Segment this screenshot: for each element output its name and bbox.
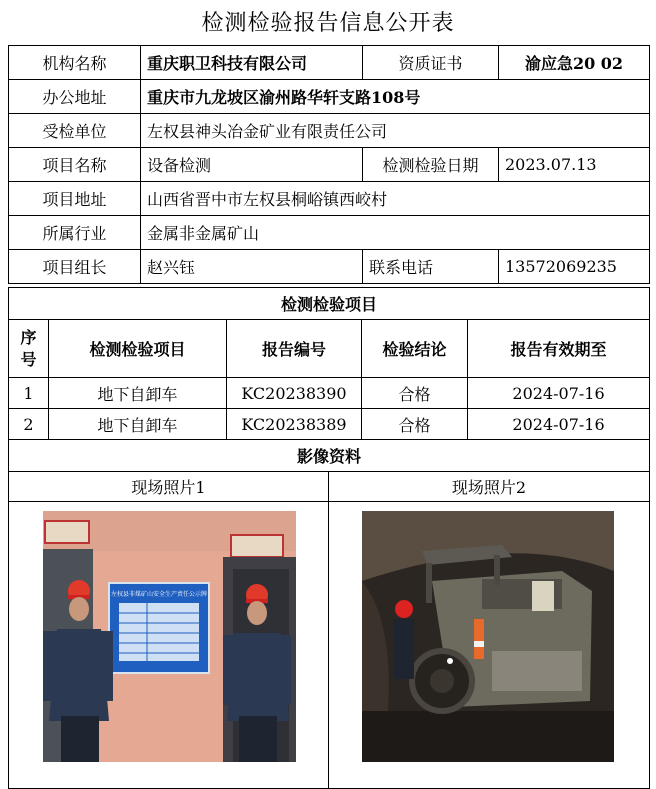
row-report: KC20238389	[227, 409, 362, 440]
photo1-label: 现场照片1	[9, 472, 329, 502]
date-label: 检测检验日期	[363, 148, 499, 182]
row-item: 地下自卸车	[49, 378, 227, 409]
info-table	[8, 45, 650, 284]
photo-1	[43, 511, 296, 762]
phone-value: 13572069235	[499, 250, 650, 284]
page-title: 检测检验报告信息公开表	[201, 11, 455, 36]
photo-2-scene	[362, 511, 614, 762]
col-result-header: 检验结论	[362, 320, 468, 378]
row-valid: 2024-07-16	[468, 378, 650, 409]
col-no-header: 序号	[9, 320, 49, 378]
door-sign-right	[231, 535, 283, 557]
col-report-header: 报告编号	[227, 320, 362, 378]
worker-left	[49, 629, 109, 721]
org-label: 机构名称	[9, 46, 141, 80]
site-label: 项目地址	[9, 182, 141, 216]
tunnel-floor	[362, 711, 614, 762]
leader-value: 赵兴钰	[141, 250, 363, 284]
addr-label: 办公地址	[9, 80, 141, 114]
door-sign-left	[45, 521, 89, 543]
photo-2	[362, 511, 614, 762]
notice-board-title: 左权县非煤矿山安全生产责任公示牌	[110, 591, 208, 598]
proj-label: 项目名称	[9, 148, 141, 182]
row-result: 合格	[362, 378, 468, 409]
leader-label: 项目组长	[9, 250, 141, 284]
row-no: 2	[9, 409, 49, 440]
addr-value: 重庆市九龙坡区渝州路华轩支路108号	[141, 80, 650, 114]
col-item-header: 检测检验项目	[49, 320, 227, 378]
row-result: 合格	[362, 409, 468, 440]
row-report: KC20238390	[227, 378, 362, 409]
table-row	[9, 378, 650, 409]
row-no: 1	[9, 378, 49, 409]
worker-helmet	[395, 600, 413, 618]
row-valid: 2024-07-16	[468, 409, 650, 440]
cert-label: 资质证书	[363, 46, 499, 80]
table-row	[9, 409, 650, 440]
proj-value: 设备检测	[141, 148, 363, 182]
photo2-label: 现场照片2	[329, 472, 650, 502]
org-value: 重庆职卫科技有限公司	[141, 46, 363, 80]
photo-1-scene	[43, 511, 296, 762]
date-value: 2023.07.13	[499, 148, 650, 182]
unit-value: 左权县神头冶金矿业有限责任公司	[141, 114, 650, 148]
truck-label	[532, 581, 554, 611]
col-valid-header: 报告有效期至	[468, 320, 650, 378]
items-section-title: 检测检验项目	[9, 288, 650, 320]
images-section-title: 影像资料	[9, 440, 650, 472]
ind-value: 金属非金属矿山	[141, 216, 650, 250]
unit-label: 受检单位	[9, 114, 141, 148]
ind-label: 所属行业	[9, 216, 141, 250]
row-item: 地下自卸车	[49, 409, 227, 440]
phone-label: 联系电话	[363, 250, 499, 284]
site-value: 山西省晋中市左权县桐峪镇西峧村	[141, 182, 650, 216]
cert-value: 渝应急20 02	[499, 46, 650, 80]
items-table	[8, 287, 650, 440]
